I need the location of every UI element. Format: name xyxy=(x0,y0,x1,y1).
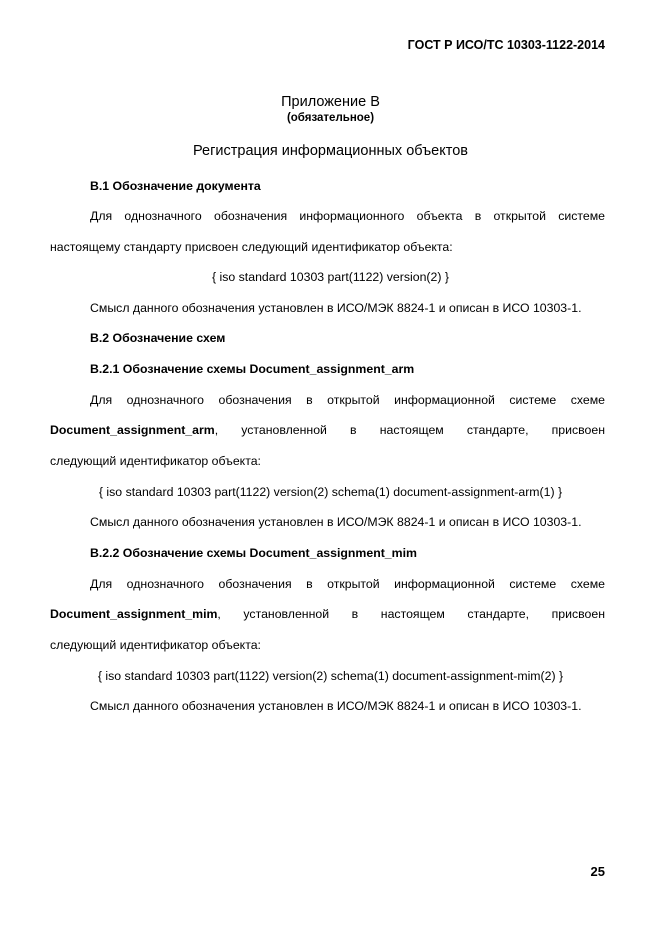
section-b22-para-line2-rest: , установленной в настоящем стандарте, присвоен xyxy=(217,607,605,621)
section-b1-para-line1-text: Для однозначного обозначения информационного объекта в открытой системе xyxy=(90,209,605,223)
section-b1-para-line1 xyxy=(50,208,605,224)
section-b1-meaning: Смысл данного обозначения установлен в ИСО/МЭК 8824-1 и описан в ИСО 10303-1. xyxy=(90,301,582,315)
section-b22-meaning: Смысл данного обозначения установлен в ИСО/МЭК 8824-1 и описан в ИСО 10303-1. xyxy=(90,699,582,713)
section-b21-para-line3: следующий идентификатор объекта: xyxy=(50,454,261,468)
section-b22-para-line2 xyxy=(50,606,605,622)
section-b21-identifier: { iso standard 10303 part(1122) version(2) schema(1) document-assignment-arm(1) } xyxy=(98,485,563,499)
section-b22-heading: В.2.2 Обозначение схемы Document_assignment_mim xyxy=(90,546,417,560)
section-b21-para-line2-rest: , установленной в настоящем стандарте, присвоен xyxy=(214,423,605,437)
schema-name-arm: Document_assignment_arm xyxy=(50,423,215,437)
section-b2-heading: В.2 Обозначение схем xyxy=(90,331,226,345)
section-b22-para-line1 xyxy=(50,576,605,592)
section-b21-para-line1-text: Для однозначного обозначения в открытой информационной системе схеме xyxy=(90,393,605,407)
main-title: Регистрация информационных объектов xyxy=(193,143,468,159)
section-b22-para-line3: следующий идентификатор объекта: xyxy=(50,638,261,652)
section-b1-identifier: { iso standard 10303 part(1122) version(2) } xyxy=(212,270,449,284)
section-b1-heading: В.1 Обозначение документа xyxy=(90,179,261,193)
section-b22-identifier: { iso standard 10303 part(1122) version(2) schema(1) document-assignment-mim(2) } xyxy=(97,669,564,683)
page-number: 25 xyxy=(590,864,605,879)
schema-name-mim: Document_assignment_mim xyxy=(50,607,218,621)
appendix-title: Приложение В xyxy=(281,94,380,110)
section-b21-para-line2 xyxy=(50,422,605,438)
section-b1-para-line2: настоящему стандарту присвоен следующий идентификатор объекта: xyxy=(50,240,453,254)
appendix-subtitle: (обязательное) xyxy=(286,112,375,124)
section-b21-heading: В.2.1 Обозначение схемы Document_assignment_arm xyxy=(90,362,415,376)
section-b21-meaning: Смысл данного обозначения установлен в ИСО/МЭК 8824-1 и описан в ИСО 10303-1. xyxy=(90,515,582,529)
standard-header: ГОСТ Р ИСО/ТС 10303-1122-2014 xyxy=(407,38,605,52)
section-b22-para-line1-text: Для однозначного обозначения в открытой информационной системе схеме xyxy=(90,577,605,591)
section-b21-para-line1 xyxy=(50,392,605,408)
